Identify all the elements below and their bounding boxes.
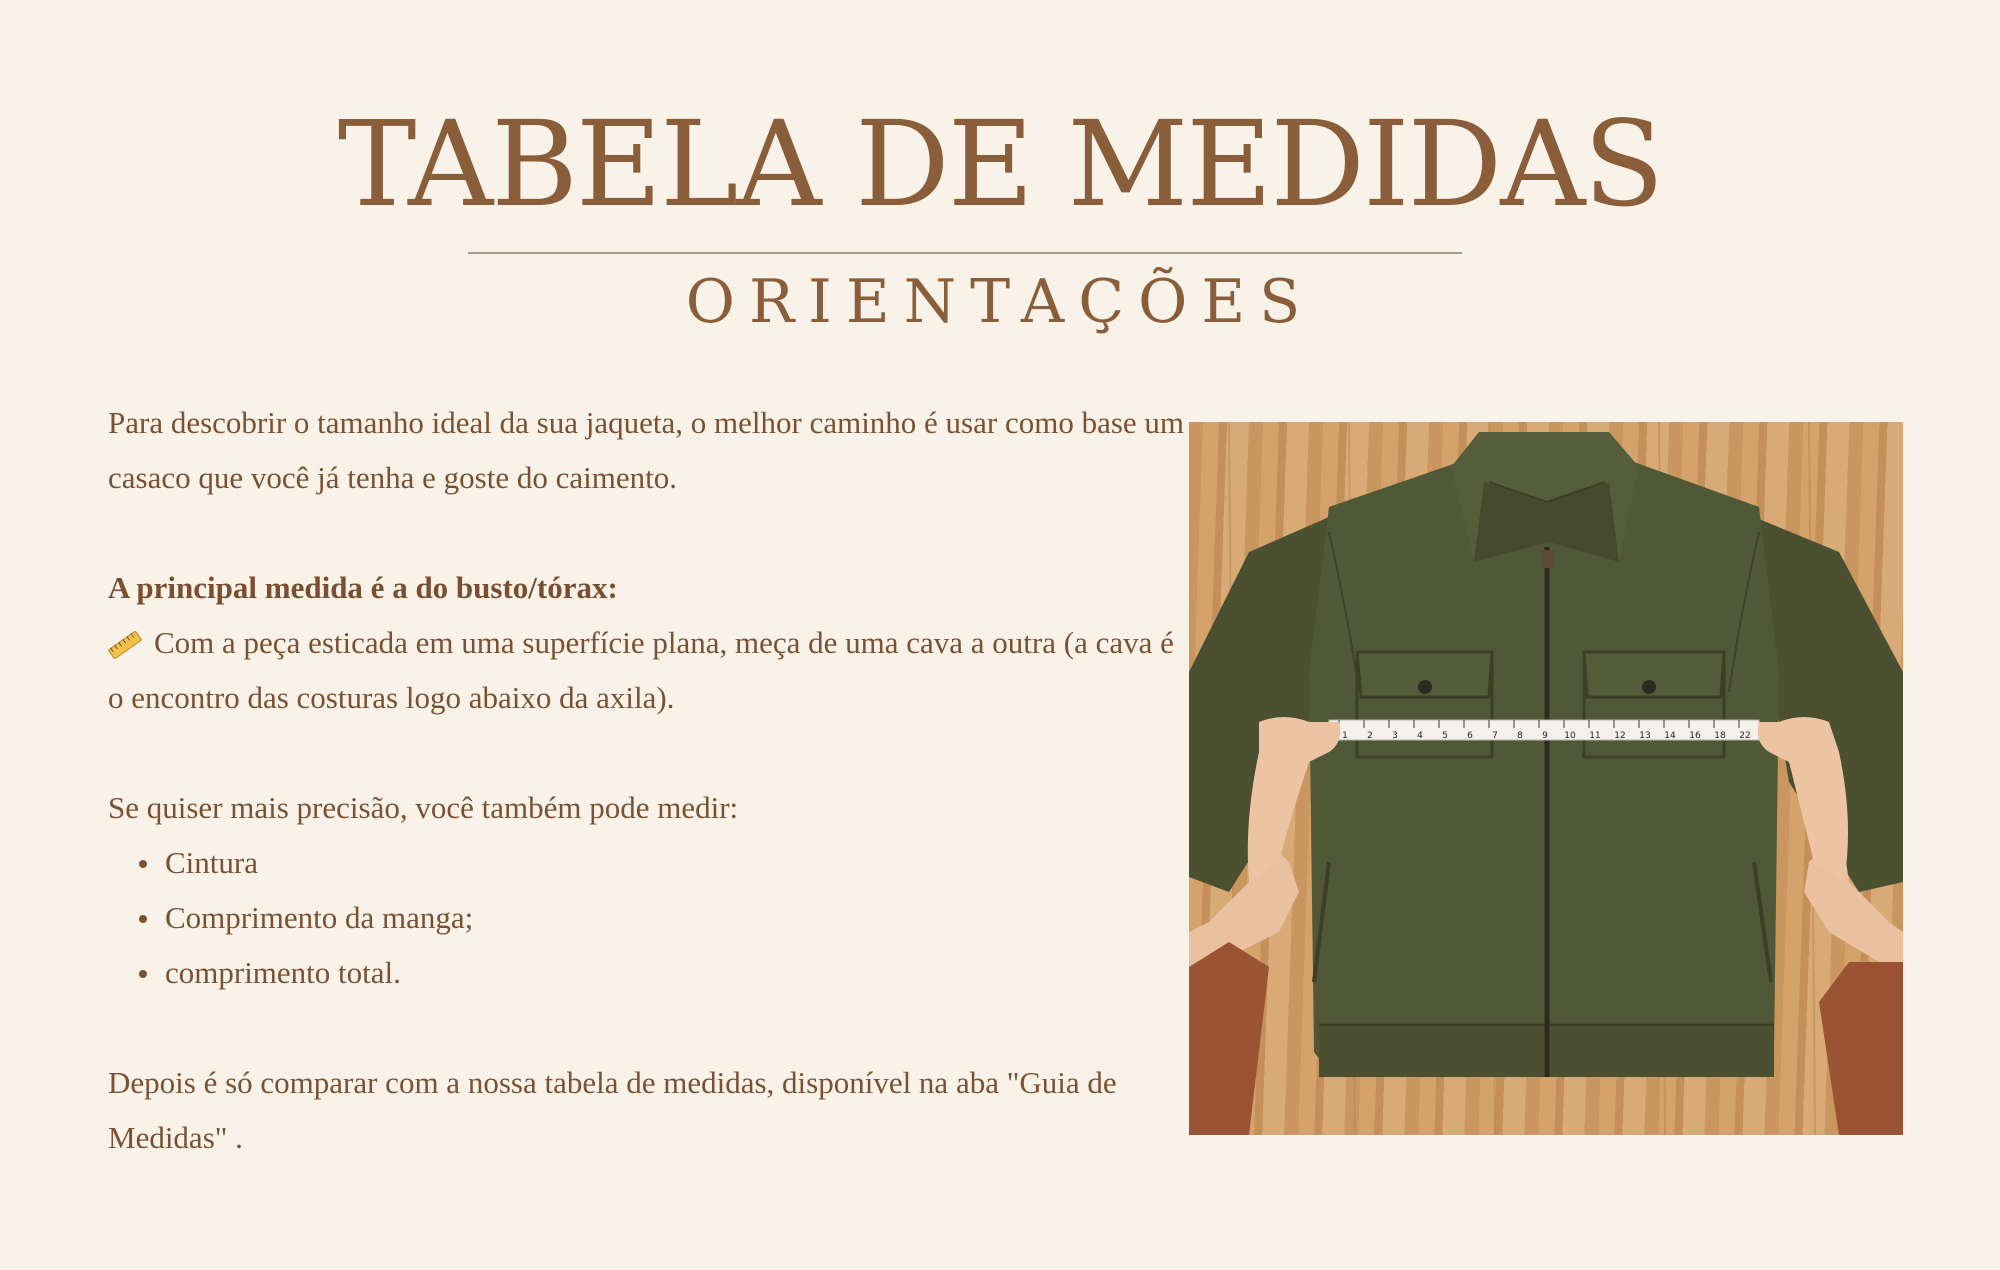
- page-title: TABELA DE MEDIDAS: [337, 95, 1663, 233]
- title-divider: [468, 252, 1462, 254]
- list-item: comprimento total.: [165, 945, 1188, 1000]
- tape-number: 14: [1664, 731, 1676, 741]
- tape-number: 12: [1614, 731, 1626, 741]
- list-item: Cintura: [165, 835, 1188, 890]
- extra-measures-intro: Se quiser mais precisão, você também pode medir:: [108, 790, 739, 825]
- main-measure-paragraph: [108, 615, 1188, 725]
- outro-paragraph: Depois é só comparar com a nossa tabela de medidas, disponível na aba "Guia de Medidas" .: [108, 1065, 1117, 1155]
- main-measure-heading: A principal medida é a do busto/tórax:: [108, 570, 618, 605]
- tape-number: 22: [1739, 731, 1751, 741]
- tape-number: 10: [1564, 731, 1576, 741]
- page-subtitle: ORIENTAÇÕES: [685, 267, 1315, 337]
- tape-number: 16: [1689, 731, 1701, 741]
- intro-paragraph: Para descobrir o tamanho ideal da sua jaqueta, o melhor caminho é usar como base um casaco que você já tenha e goste do caimento.: [108, 405, 1185, 495]
- instructions-text: [108, 395, 1188, 1165]
- tape-number: 5: [1442, 731, 1448, 741]
- tape-number: 9: [1542, 731, 1548, 741]
- tape-number: 3: [1392, 731, 1398, 741]
- tape-number: 4: [1417, 731, 1423, 741]
- ruler-icon: [105, 627, 144, 663]
- tape-number: 2: [1367, 731, 1373, 741]
- tape-number: 11: [1589, 731, 1601, 741]
- tape-number: 8: [1517, 731, 1523, 741]
- jacket-measuring-photo: [1189, 422, 1903, 1135]
- list-item: Comprimento da manga;: [165, 890, 1188, 945]
- main-measure-instruction: Com a peça esticada em uma superfície plana, meça de uma cava a outra (a cava é o encontro das costuras logo abaixo da axila).: [108, 625, 1174, 715]
- tape-number: 18: [1714, 731, 1726, 741]
- tape-number: 7: [1492, 731, 1498, 741]
- tape-number: 6: [1467, 731, 1473, 741]
- tape-number: 1: [1342, 731, 1348, 741]
- jacket-illustration: [1189, 422, 1903, 1135]
- tape-number: 13: [1639, 731, 1651, 741]
- extra-measures-list: [108, 835, 1188, 1000]
